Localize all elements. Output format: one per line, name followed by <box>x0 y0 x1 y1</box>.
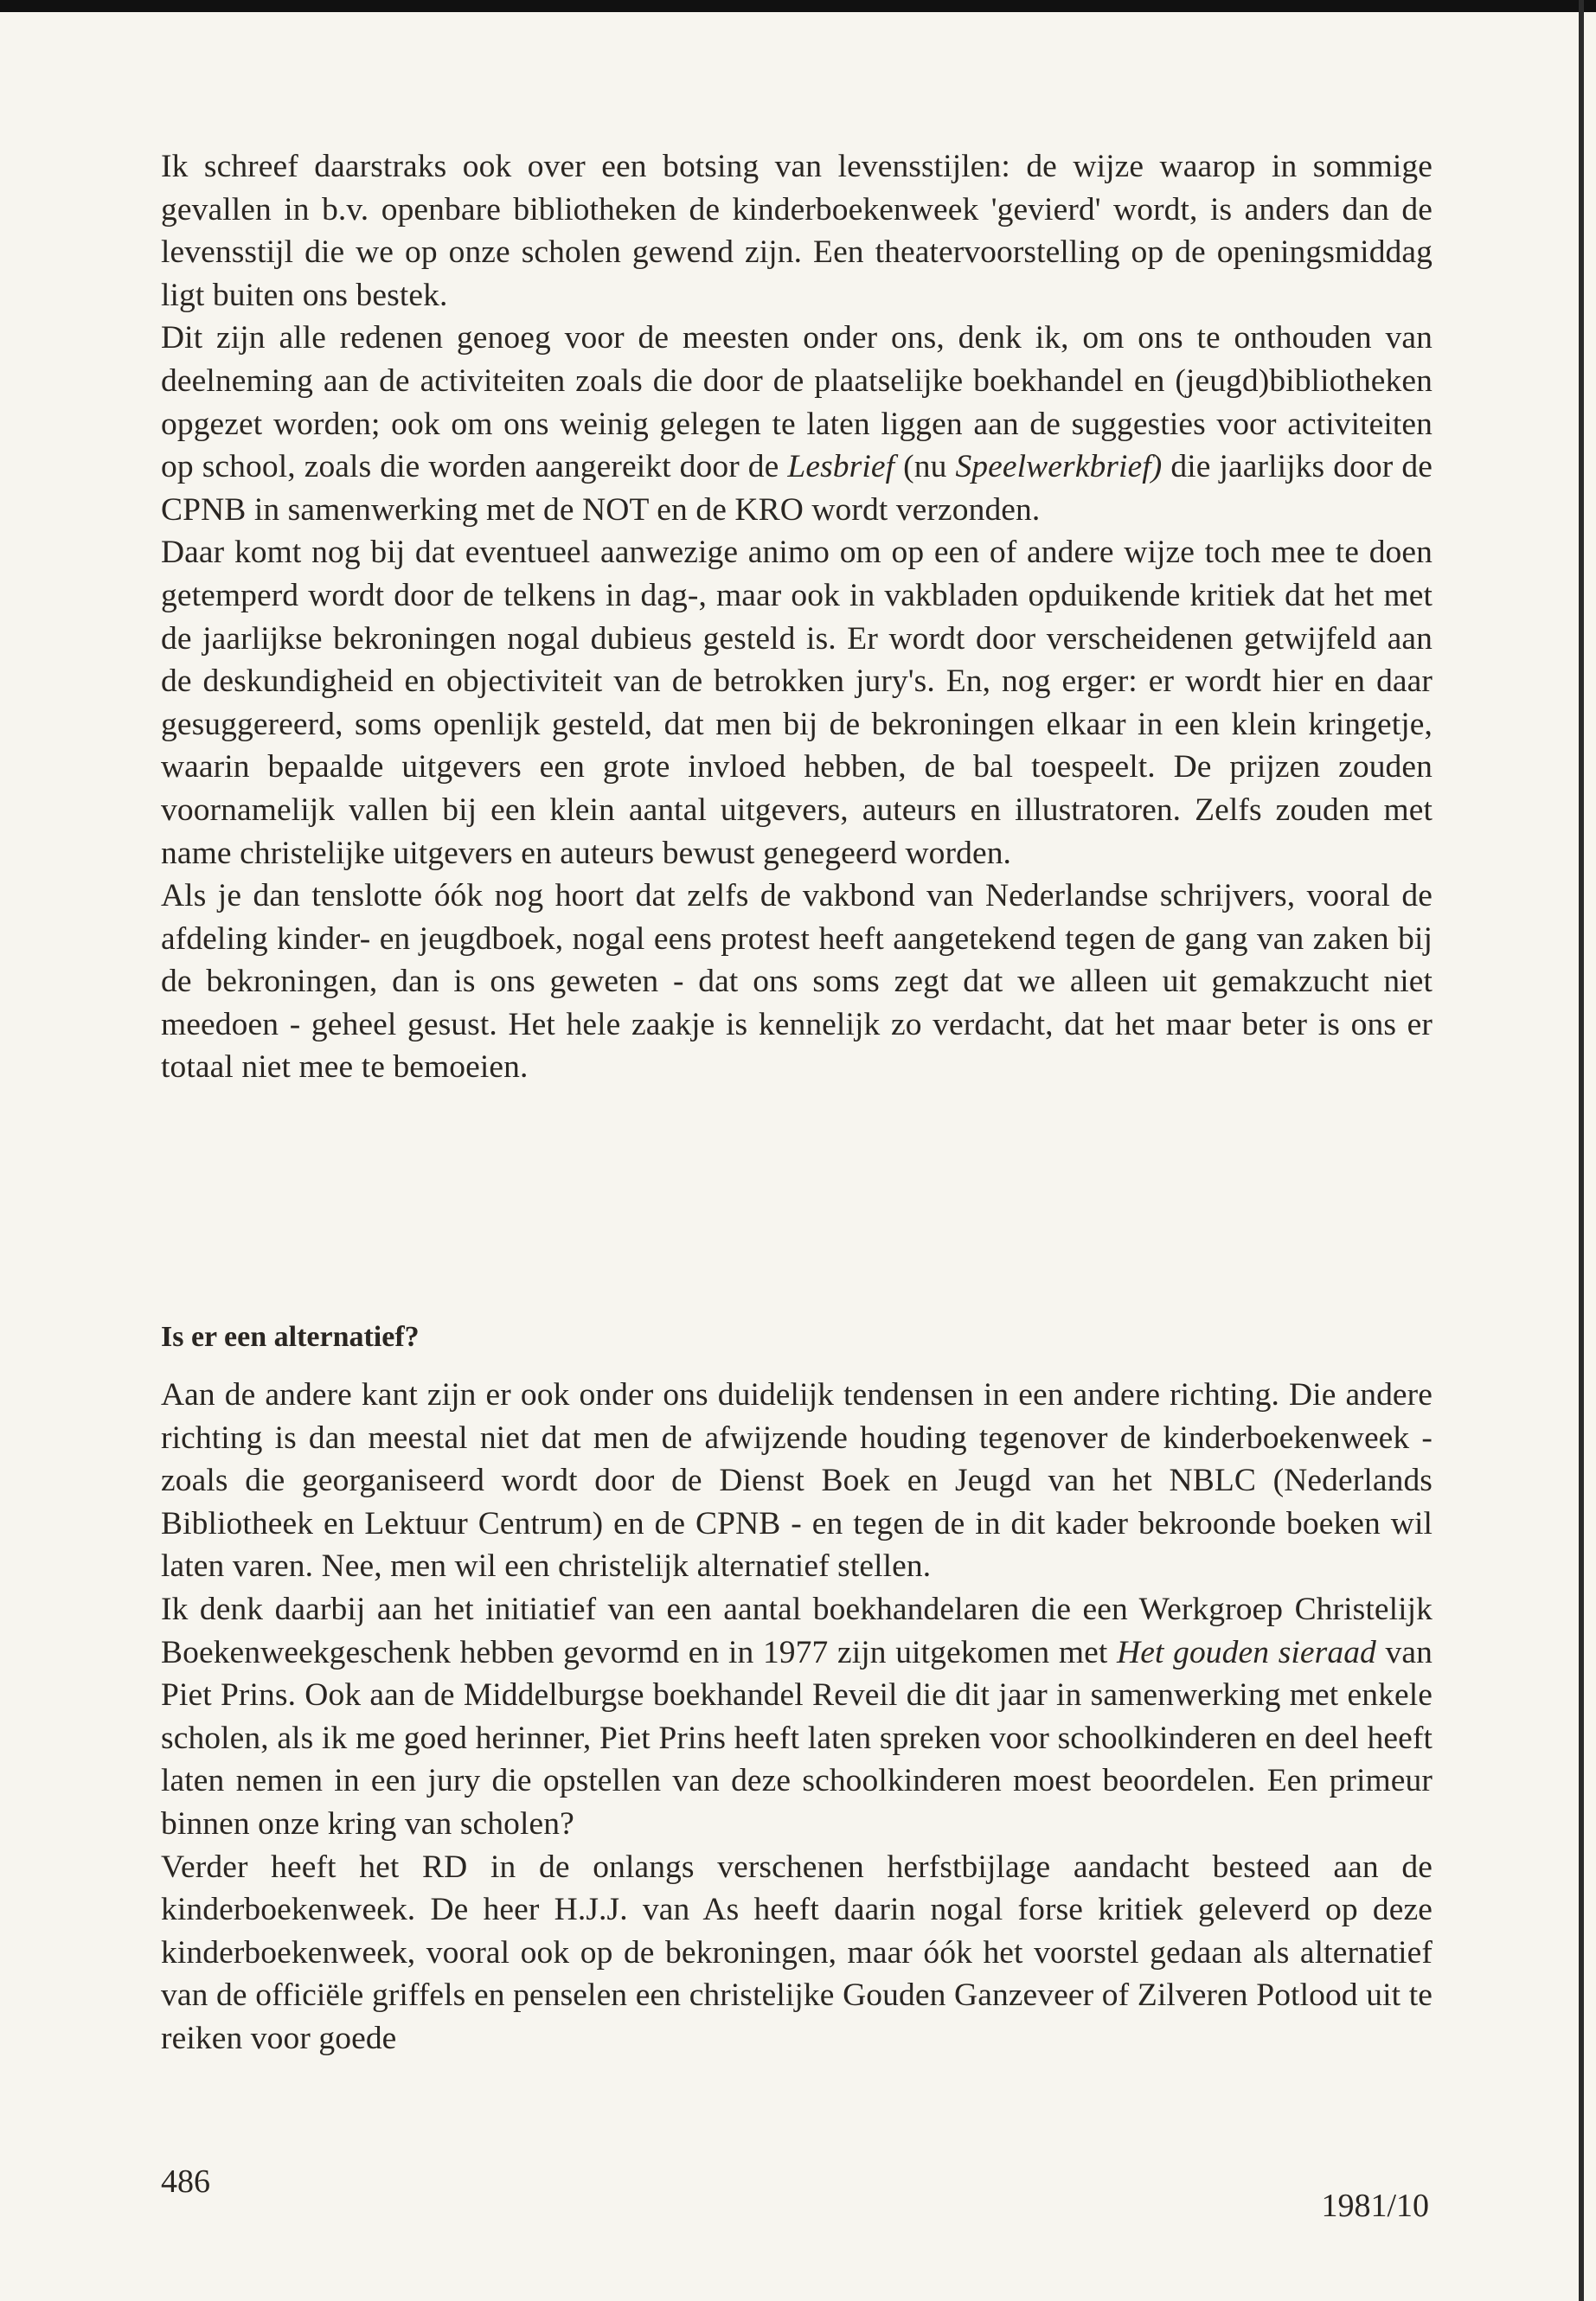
paragraph: Ik denk daarbij aan het initiatief van een aantal boekhandelaren die een Werkgroep Christelijk Boekenweekgeschenk hebben gevormd en in 1977 zijn uitgekomen met Het gouden sieraad van Piet Prins. Ook aan de Middelburgse boekhandel Reveil die dit jaar in samenwerking met enkele scholen, als ik me goed herinner, Piet Prins heeft laten spreken voor schoolkinderen en deel heeft laten nemen in een jury die opstellen van deze schoolkinderen moest beoordelen. Een primeur binnen onze kring van scholen? <box>161 1591 1433 1842</box>
title-speelwerkbrief: Speelwerkbrief) <box>955 449 1163 485</box>
issue-number: 1981/10 <box>1321 2188 1429 2224</box>
paragraph: Ik schreef daarstraks ook over een botsing van levensstijlen: de wijze waarop in sommige gevallen in b.v. openbare bibliotheken de kinderboekenweek 'gevierd' wordt, is anders dan de levensstijl die we op onze scholen gewend zijn. Een theatervoorstelling op de openingsmiddag ligt buiten ons bestek. <box>161 149 1433 313</box>
text-block-before-heading <box>161 145 1433 1089</box>
title-het-gouden-sieraad: Het gouden sieraad <box>1117 1634 1376 1670</box>
scan-top-border <box>0 0 1596 12</box>
title-lesbrief: Lesbrief <box>787 449 895 485</box>
paragraph: Aan de andere kant zijn er ook onder ons duidelijk tendensen in een andere richting. Die andere richting is dan meestal niet dat men de afwijzende houding tegenover de kinderboekenweek - zoals die georganiseerd wordt door de Dienst Boek en Jeugd van het NBLC (Nederlands Bibliotheek en Lektuur Centrum) en de CPNB - en tegen de in dit kader bekroonde boeken wil laten varen. Nee, men wil een christelijk alternatief stellen. <box>161 1377 1433 1585</box>
paragraph: Verder heeft het RD in de onlangs verschenen herfstbijlage aandacht besteed aan de kinderboekenweek. De heer H.J.J. van As heeft daarin nogal forse kritiek geleverd op deze kinderboekenweek, vooral ook op de bekroningen, maar óók het voorstel gedaan als alternatief van de officiële griffels en penselen een christelijke Gouden Ganzeveer of Zilveren Potlood uit te reiken voor goede <box>161 1849 1433 2056</box>
paragraph: Daar komt nog bij dat eventueel aanwezige animo om op een of andere wijze toch mee te doen getemperd wordt door de telkens in dag-, maar ook in vakbladen opduikende kritiek dat het met de jaarlijkse bekroningen nogal dubieus gesteld is. Er wordt door verscheidenen getwijfeld aan de deskundigheid en objectiviteit van de betrokken jury's. En, nog erger: er wordt hier en daar gesuggereerd, soms openlijk gesteld, dat men bij de bekroningen elkaar in een klein kringetje, waarin bepaalde uitgevers een grote invloed hebben, de bal toespeelt. De prijzen zouden voornamelijk vallen bij een klein aantal uitgevers, auteurs en illustratoren. Zelfs zouden met name christelijke uitgevers en auteurs bewust genegeerd worden. <box>161 535 1433 871</box>
text-block-after-heading <box>161 1374 1433 2061</box>
paragraph: Als je dan tenslotte óók nog hoort dat zelfs de vakbond van Nederlandse schrijvers, vooral de afdeling kinder- en jeugdboek, nogal eens protest heeft aangetekend tegen de gang van zaken bij de bekroningen, dan is ons geweten - dat ons soms zegt dat we alleen uit gemakzucht niet meedoen - geheel gesust. Het hele zaakje is kennelijk zo verdacht, dat het maar beter is ons er totaal niet mee te bemoeien. <box>161 878 1433 1086</box>
scan-right-border <box>1579 0 1584 2301</box>
page-number: 486 <box>161 2163 210 2200</box>
paragraph: Dit zijn alle redenen genoeg voor de meesten onder ons, denk ik, om ons te onthouden van deelneming aan de activiteiten zoals die door de plaatselijke boekhandel en (jeugd)bibliotheken opgezet worden; ook om ons weinig gelegen te laten liggen aan de suggesties voor activiteiten op school, zoals die worden aangereikt door de Lesbrief (nu Speelwerkbrief) die jaarlijks door de CPNB in samenwerking met de NOT en de KRO wordt verzonden. <box>161 320 1433 528</box>
section-heading: Is er een alternatief? <box>161 1321 420 1353</box>
